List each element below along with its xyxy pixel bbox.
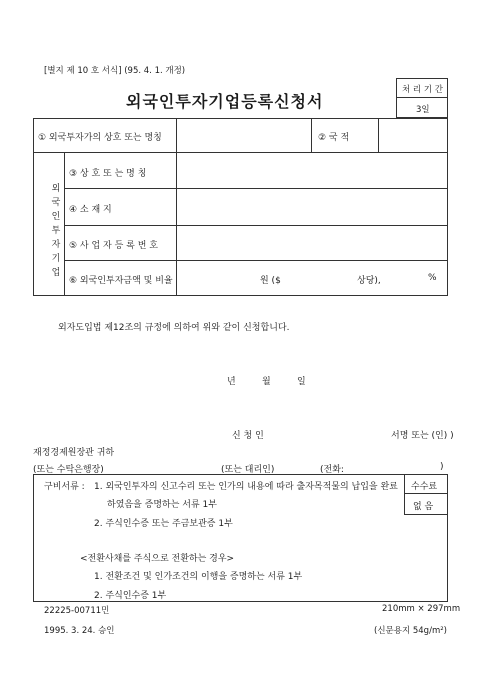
documents-label: 구비서류 : (44, 482, 85, 492)
amount-equiv: 상당), (357, 276, 381, 286)
declaration-text: 외자도입법 제12조의 규정에 의하여 위와 같이 신청합니다. (58, 323, 290, 333)
amount-won: 원 ($ (260, 276, 281, 286)
company-address-label: ④ 소 재 지 (69, 205, 112, 215)
approval-date: 1995. 3. 24. 승인 (44, 626, 115, 636)
bank-label: (또는 수탁은행장) (33, 465, 104, 475)
fee-value: 없 음 (413, 502, 434, 512)
document-item: 2. 주식인수증 또는 주금보관증 1부 (94, 519, 233, 529)
phone-close: ) (440, 462, 444, 472)
form-code: 22225-00711민 (44, 606, 110, 616)
paper-size: 210mm × 297mm (382, 604, 461, 614)
paper-type: (신문용지 54g/m²) (374, 626, 447, 636)
investor-name-label: ① 외국투자가의 상호 또는 명칭 (38, 133, 162, 143)
documents-box (33, 474, 448, 602)
business-number-label: ⑤ 사 업 자 등 록 번 호 (69, 241, 158, 251)
form-number: [별지 제 10 호 서식] (95. 4. 1. 개정) (44, 66, 186, 76)
processing-period-value: 3일 (416, 105, 430, 115)
document-item: 1. 전환조건 및 인가조건의 이행을 증명하는 서류 1부 (94, 572, 303, 582)
signature-label: 서명 또는 (인) ) (391, 431, 454, 441)
company-name-label: ③ 상 호 또 는 명 칭 (69, 169, 147, 179)
amount-percent: % (428, 273, 437, 283)
document-item: 2. 주식인수증 1부 (94, 591, 167, 601)
investment-amount-label: ⑥ 외국인투자금액 및 비율 (69, 276, 173, 286)
date-year: 년 (227, 377, 236, 387)
recipient: 재정경제원장관 귀하 (33, 448, 115, 458)
agent-label: (또는 대리인) (221, 465, 275, 475)
fee-label: 수수료 (411, 482, 438, 492)
document-item: 하였음을 증명하는 서류 1부 (107, 500, 217, 510)
date-day: 일 (297, 377, 306, 387)
applicant-label: 신 청 인 (232, 431, 264, 441)
page-title: 외국인투자기업등록신청서 (126, 92, 324, 111)
side-label: 외 국 인 투 자 기 업 (51, 184, 61, 278)
conversion-heading: <전환사채를 주식으로 전환하는 경우> (80, 554, 235, 564)
document-item: 1. 외국인투자의 신고수리 또는 인가의 내용에 따라 출자목적물의 납입을 완료 (94, 482, 398, 492)
processing-period-label: 처 리 기 간 (402, 85, 443, 95)
date-month: 월 (262, 377, 271, 387)
nationality-label: ② 국 적 (318, 133, 350, 143)
phone-label: (전화: (320, 465, 344, 475)
